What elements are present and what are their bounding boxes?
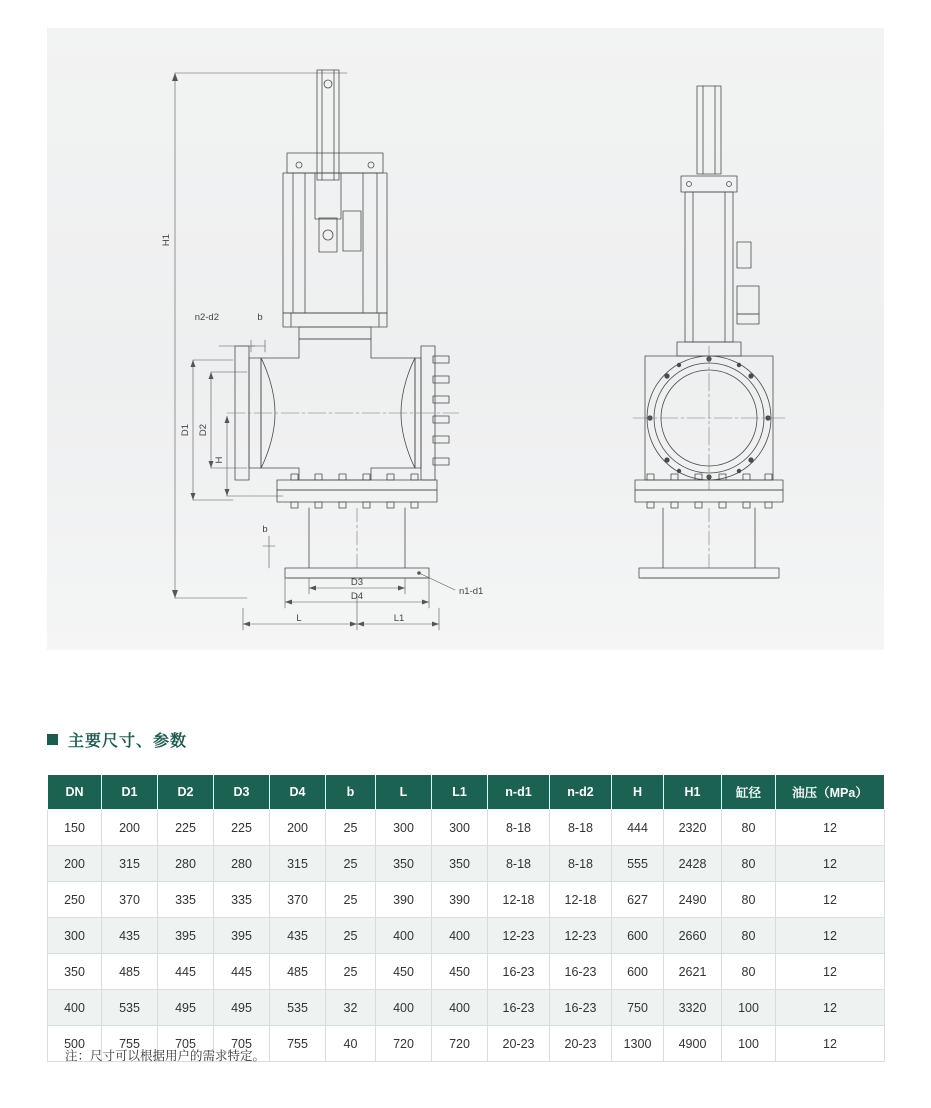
cell: 400	[48, 990, 102, 1026]
th-bore: 缸径	[722, 775, 776, 810]
th-d4: D4	[270, 775, 326, 810]
th-n-d2: n-d2	[550, 775, 612, 810]
cell: 12	[776, 1026, 885, 1062]
table-row	[48, 918, 885, 954]
cell: 80	[722, 918, 776, 954]
cell: 20-23	[550, 1026, 612, 1062]
cell: 32	[326, 990, 376, 1026]
cell: 12	[776, 882, 885, 918]
cell: 705	[158, 1026, 214, 1062]
cell: 500	[48, 1026, 102, 1062]
technical-drawing-panel	[47, 28, 884, 650]
label-d1: D1	[180, 423, 191, 437]
cell: 370	[102, 882, 158, 918]
cell: 12	[776, 990, 885, 1026]
table-row	[48, 954, 885, 990]
cell: 250	[48, 882, 102, 918]
cell: 12-18	[488, 882, 550, 918]
cell: 485	[102, 954, 158, 990]
cell: 350	[48, 954, 102, 990]
cell: 400	[376, 990, 432, 1026]
cell: 600	[612, 918, 664, 954]
cell: 80	[722, 954, 776, 990]
cell: 755	[270, 1026, 326, 1062]
table-row	[48, 846, 885, 882]
cell: 16-23	[550, 954, 612, 990]
cell: 100	[722, 990, 776, 1026]
cell: 40	[326, 1026, 376, 1062]
cell: 335	[214, 882, 270, 918]
cell: 3320	[664, 990, 722, 1026]
cell: 315	[270, 846, 326, 882]
cell: 720	[432, 1026, 488, 1062]
cell: 300	[376, 810, 432, 846]
cell: 20-23	[488, 1026, 550, 1062]
cell: 485	[270, 954, 326, 990]
label-h1: H1	[161, 233, 172, 247]
th-d2: D2	[158, 775, 214, 810]
parameters-table	[47, 774, 885, 1062]
cell: 2320	[664, 810, 722, 846]
square-bullet-icon	[47, 734, 58, 745]
cell: 335	[158, 882, 214, 918]
cell: 200	[48, 846, 102, 882]
cell: 12-18	[550, 882, 612, 918]
section-heading	[47, 728, 187, 751]
cell: 1300	[612, 1026, 664, 1062]
cell: 390	[376, 882, 432, 918]
section-title: 主要尺寸、参数	[68, 733, 188, 750]
note-text: 注：尺寸可以根据用户的需求特定。	[65, 1049, 266, 1063]
table-row	[48, 882, 885, 918]
cell: 495	[158, 990, 214, 1026]
cell: 4900	[664, 1026, 722, 1062]
cell: 200	[270, 810, 326, 846]
th-d1: D1	[102, 775, 158, 810]
cell: 445	[158, 954, 214, 990]
th-b: b	[326, 775, 376, 810]
cell: 25	[326, 954, 376, 990]
cell: 12	[776, 810, 885, 846]
label-n1-d1: n1-d1	[459, 586, 484, 597]
cell: 12	[776, 954, 885, 990]
cell: 315	[102, 846, 158, 882]
cell: 300	[48, 918, 102, 954]
cell: 25	[326, 882, 376, 918]
cell: 16-23	[488, 990, 550, 1026]
cell: 80	[722, 846, 776, 882]
th-l: L	[376, 775, 432, 810]
label-d4: D4	[350, 591, 364, 602]
cell: 600	[612, 954, 664, 990]
cell: 2428	[664, 846, 722, 882]
cell: 535	[270, 990, 326, 1026]
cell: 80	[722, 882, 776, 918]
label-l1: L1	[393, 613, 405, 624]
cell: 435	[102, 918, 158, 954]
label-b-lower: b	[262, 524, 268, 535]
cell: 400	[432, 918, 488, 954]
parameters-table-wrapper	[47, 774, 884, 1062]
cell: 755	[102, 1026, 158, 1062]
th-l1: L1	[432, 775, 488, 810]
cell: 200	[102, 810, 158, 846]
cell: 25	[326, 846, 376, 882]
cell: 2621	[664, 954, 722, 990]
cell: 225	[214, 810, 270, 846]
label-b-top: b	[257, 312, 263, 323]
cell: 280	[214, 846, 270, 882]
cell: 80	[722, 810, 776, 846]
th-dn: DN	[48, 775, 102, 810]
cell: 350	[432, 846, 488, 882]
cell: 150	[48, 810, 102, 846]
cell: 12	[776, 846, 885, 882]
cell: 450	[376, 954, 432, 990]
cell: 2660	[664, 918, 722, 954]
cell: 400	[432, 990, 488, 1026]
cell: 280	[158, 846, 214, 882]
cell: 8-18	[488, 846, 550, 882]
valve-drawing-svg	[47, 28, 884, 650]
cell: 750	[612, 990, 664, 1026]
table-header-row	[48, 775, 885, 810]
label-d2: D2	[198, 423, 209, 437]
cell: 555	[612, 846, 664, 882]
cell: 25	[326, 810, 376, 846]
label-h: H	[214, 456, 225, 464]
cell: 300	[432, 810, 488, 846]
cell: 12-23	[488, 918, 550, 954]
label-l: L	[296, 613, 302, 624]
th-d3: D3	[214, 775, 270, 810]
cell: 444	[612, 810, 664, 846]
cell: 395	[214, 918, 270, 954]
th-oil-pressure: 油压（MPa）	[776, 775, 885, 810]
cell: 495	[214, 990, 270, 1026]
cell: 627	[612, 882, 664, 918]
cell: 2490	[664, 882, 722, 918]
label-d3: D3	[350, 577, 364, 588]
cell: 390	[432, 882, 488, 918]
cell: 370	[270, 882, 326, 918]
cell: 535	[102, 990, 158, 1026]
cell: 395	[158, 918, 214, 954]
table-row	[48, 990, 885, 1026]
cell: 8-18	[488, 810, 550, 846]
cell: 435	[270, 918, 326, 954]
cell: 400	[376, 918, 432, 954]
cell: 12-23	[550, 918, 612, 954]
th-h1: H1	[664, 775, 722, 810]
cell: 450	[432, 954, 488, 990]
table-row	[48, 810, 885, 846]
cell: 12	[776, 918, 885, 954]
cell: 16-23	[488, 954, 550, 990]
th-n-d1: n-d1	[488, 775, 550, 810]
cell: 705	[214, 1026, 270, 1062]
cell: 25	[326, 918, 376, 954]
cell: 8-18	[550, 810, 612, 846]
th-h: H	[612, 775, 664, 810]
table-note	[47, 1046, 265, 1064]
cell: 225	[158, 810, 214, 846]
cell: 16-23	[550, 990, 612, 1026]
cell: 8-18	[550, 846, 612, 882]
label-n2-d2: n2-d2	[194, 312, 219, 323]
cell: 445	[214, 954, 270, 990]
cell: 720	[376, 1026, 432, 1062]
cell: 350	[376, 846, 432, 882]
cell: 100	[722, 1026, 776, 1062]
